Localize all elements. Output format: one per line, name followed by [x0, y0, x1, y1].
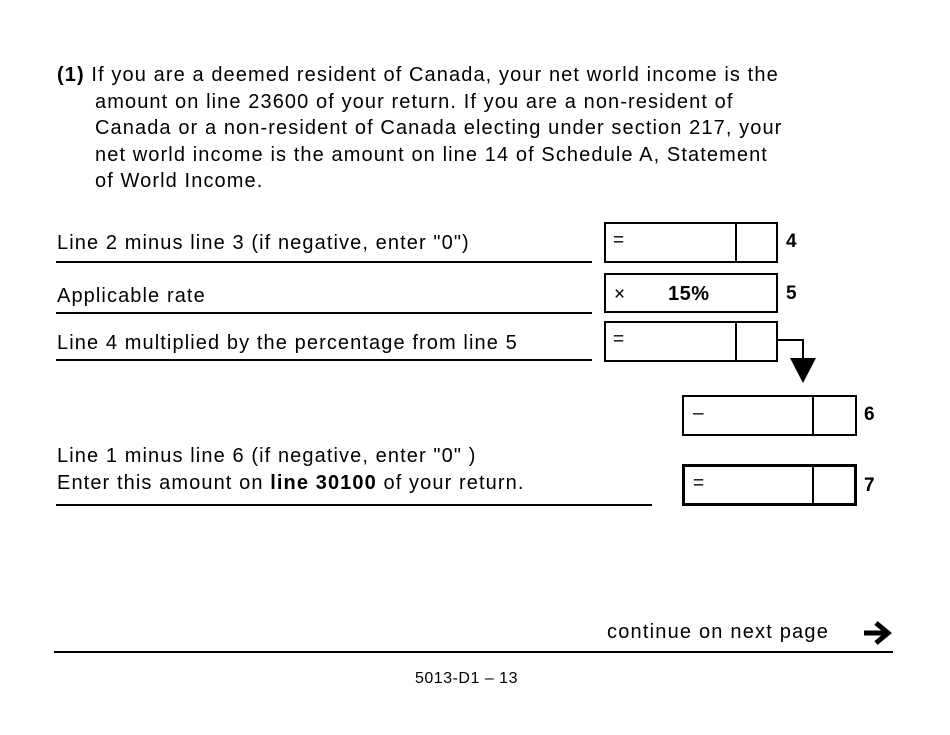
footnote: [57, 62, 907, 195]
line-7-label-2-text: Enter this amount on: [57, 472, 271, 494]
line-4-number: 4: [786, 231, 797, 252]
down-arrow-icon: [776, 338, 826, 386]
cents-divider: [735, 224, 737, 261]
footnote-text-line-3: Canada or a non-resident of Canada electing under section 217, your: [95, 117, 783, 139]
line-7-label-2: [57, 472, 525, 495]
line-7-label-2-post: of your return.: [376, 472, 525, 494]
continue-label: continue on next page: [607, 621, 830, 643]
line-4-amount-field[interactable]: [604, 222, 778, 263]
line-mult-amount-field[interactable]: [604, 321, 778, 362]
cents-divider: [812, 397, 814, 434]
footnote-text-line-5: of World Income.: [95, 170, 264, 192]
line-4-label: Line 2 minus line 3 (if negative, enter "0"): [57, 232, 470, 254]
line-mult-operator: =: [613, 329, 625, 350]
cents-divider: [812, 467, 814, 503]
line-5-rule: [56, 312, 592, 314]
line-6-amount-field[interactable]: [682, 395, 857, 436]
line-4-rule: [56, 261, 592, 263]
footnote-text-line-1: If you are a deemed resident of Canada, your net world income is the: [91, 64, 779, 86]
line-7-operator: =: [693, 473, 705, 494]
line-mult-rule: [56, 359, 592, 361]
line-7-rule: [56, 504, 652, 506]
line-7-number: 7: [864, 475, 875, 496]
line-5-operator: ×: [614, 284, 626, 305]
cents-divider: [735, 323, 737, 360]
line-4-operator: =: [613, 230, 625, 251]
footnote-text-line-2: amount on line 23600 of your return. If you are a non-resident of: [95, 90, 734, 113]
form-id: 5013-D1 – 13: [415, 670, 518, 687]
line-5-rate-box: [604, 273, 778, 313]
right-arrow-icon: [862, 621, 892, 645]
line-5-number: 5: [786, 283, 797, 304]
line-6-operator: –: [693, 403, 704, 424]
footnote-text-line-4: net world income is the amount on line 14 of Schedule A, Statement: [95, 143, 768, 166]
footnote-number: (1): [57, 64, 85, 86]
line-7-amount-field[interactable]: [682, 464, 857, 506]
line-5-rate: 15%: [668, 283, 710, 305]
line-mult-label: Line 4 multiplied by the percentage from line 5: [57, 332, 518, 354]
line-5-label: Applicable rate: [57, 285, 206, 307]
footer-rule: [54, 651, 893, 653]
line-7-label-2-bold: line 30100: [270, 472, 377, 494]
line-6-number: 6: [864, 404, 875, 425]
line-7-label-1: Line 1 minus line 6 (if negative, enter "0" ): [57, 445, 477, 467]
